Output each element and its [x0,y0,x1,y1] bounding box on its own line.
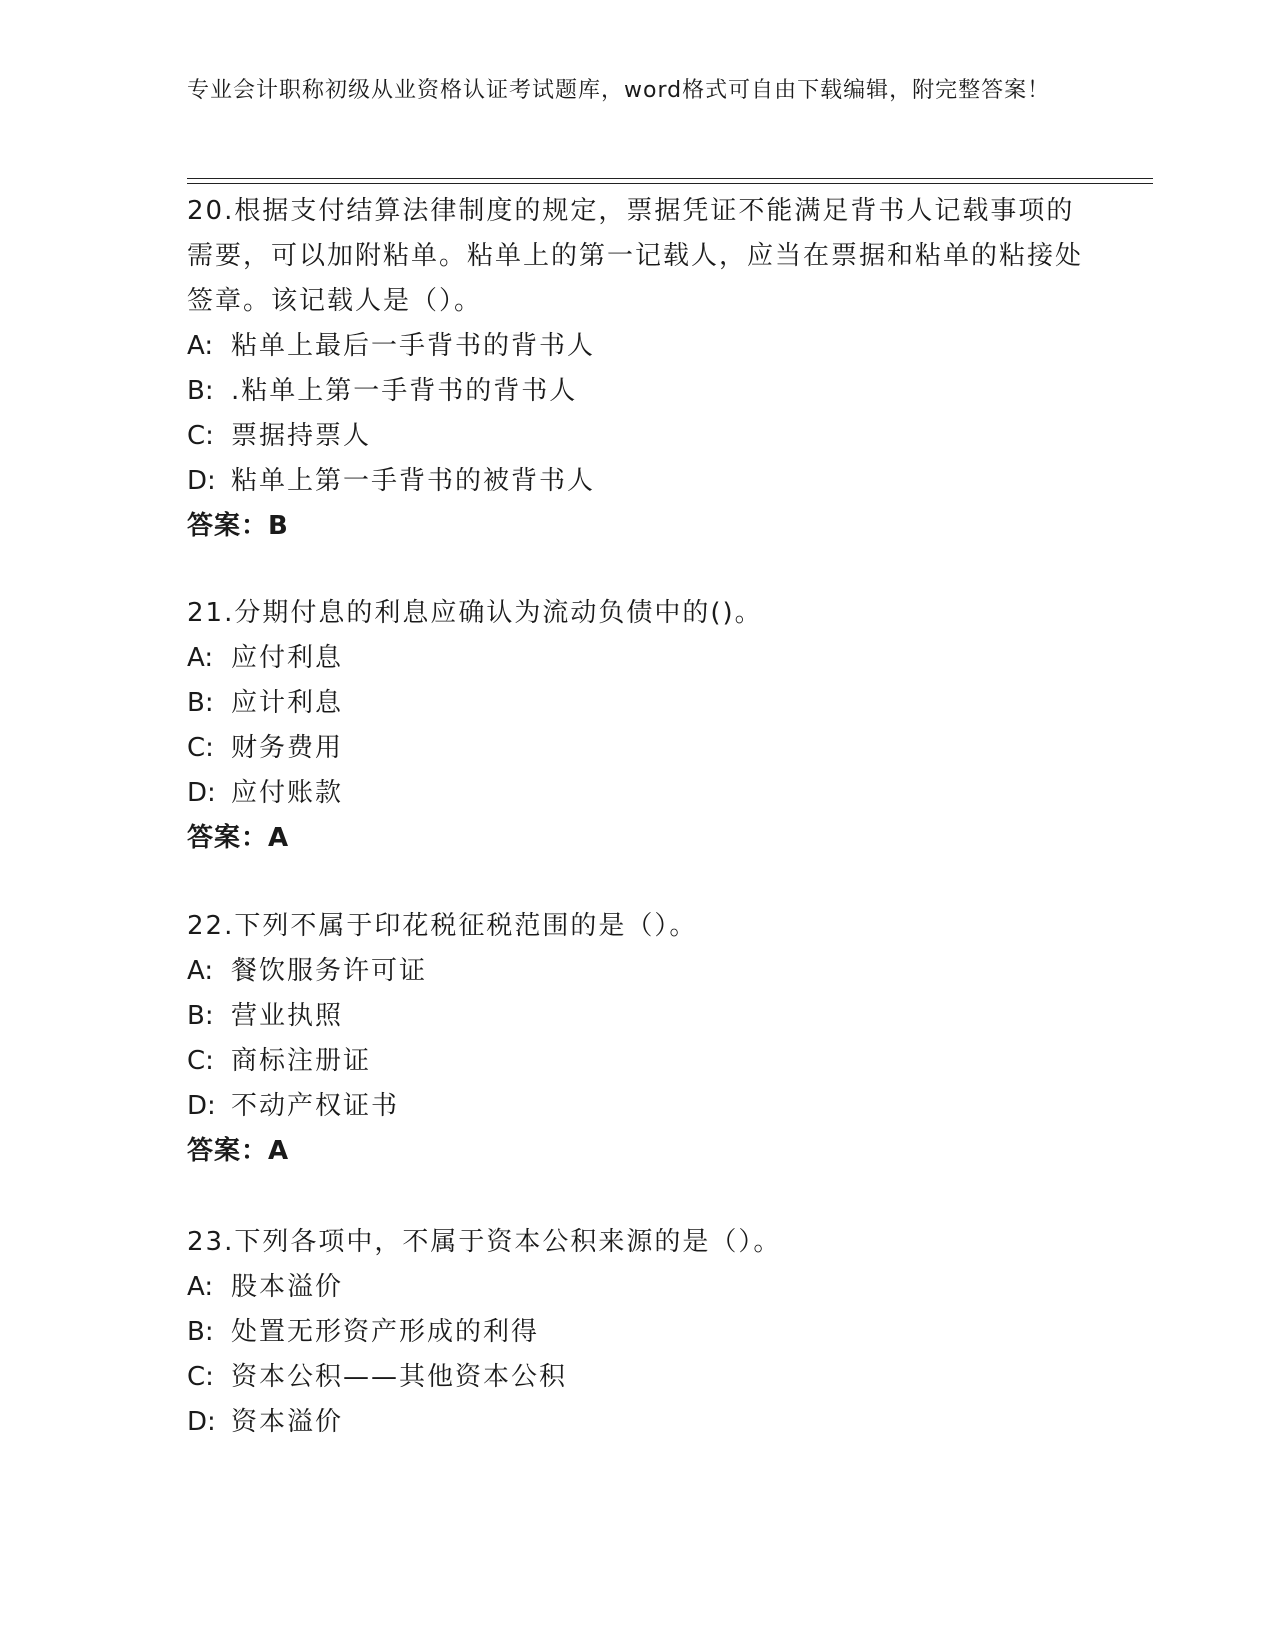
option-c [187,726,1087,771]
option-text: 应付账款 [231,778,344,808]
option-b [187,1310,1087,1355]
option-b [187,369,1087,414]
option-letter: B: [187,1001,214,1031]
option-a [187,1265,1087,1310]
header-divider-top [187,178,1153,179]
option-text: 票据持票人 [231,421,372,451]
option-letter: C: [187,1046,214,1076]
option-letter: C: [187,733,214,763]
option-c [187,1355,1087,1400]
option-text: 餐饮服务许可证 [231,956,428,986]
answer-line: 答案：A [187,823,290,853]
option-text: 粘单上第一手背书的被背书人 [231,466,596,496]
option-text: 应计利息 [231,688,344,718]
option-d [187,1084,1087,1129]
option-text: 处置无形资产形成的利得 [231,1317,540,1347]
option-c [187,1039,1087,1084]
option-letter: B: [187,688,214,718]
option-letter: C: [187,421,214,451]
document-header: 专业会计职称初级从业资格认证考试题库，word格式可自由下载编辑，附完整答案！ [187,78,1051,103]
option-d [187,459,1087,504]
question-stem: 21.分期付息的利息应确认为流动负债中的()。 [187,598,763,628]
option-d [187,771,1087,816]
option-letter: D: [187,466,216,496]
header-divider-bottom [187,183,1153,184]
option-letter: D: [187,778,216,808]
option-letter: A: [187,331,214,361]
option-b [187,681,1087,726]
option-text: 股本溢价 [231,1272,344,1302]
option-letter: B: [187,376,214,406]
option-a [187,636,1087,681]
answer-line: 答案：A [187,1136,290,1166]
option-text: 财务费用 [231,733,344,763]
option-letter: D: [187,1407,216,1437]
option-letter: D: [187,1091,216,1121]
option-text: 粘单上最后一手背书的背书人 [231,331,596,361]
question-stem: 22.下列不属于印花税征税范围的是（）。 [187,911,698,941]
option-letter: A: [187,643,214,673]
question-stem: 20.根据支付结算法律制度的规定，票据凭证不能满足背书人记载事项的需要，可以加附粘单。粘单上的第一记载人，应当在票据和粘单的粘接处签章。该记载人是（）。 [187,196,1084,316]
question-23 [187,1220,1087,1445]
option-text: 营业执照 [231,1001,344,1031]
option-text: 资本溢价 [231,1407,344,1437]
option-d [187,1400,1087,1445]
option-text: 不动产权证书 [231,1091,400,1121]
option-text: .粘单上第一手背书的背书人 [231,376,578,406]
option-a [187,949,1087,994]
option-a [187,324,1087,369]
option-b [187,994,1087,1039]
question-22 [187,904,1087,1174]
question-20 [187,189,1087,549]
option-letter: B: [187,1317,214,1347]
option-text: 资本公积——其他资本公积 [231,1362,568,1392]
option-text: 商标注册证 [231,1046,372,1076]
option-letter: C: [187,1362,214,1392]
option-text: 应付利息 [231,643,344,673]
question-21 [187,591,1087,861]
option-c [187,414,1087,459]
option-letter: A: [187,1272,214,1302]
answer-line: 答案：B [187,511,289,541]
option-letter: A: [187,956,214,986]
question-stem: 23.下列各项中，不属于资本公积来源的是（）。 [187,1227,782,1257]
